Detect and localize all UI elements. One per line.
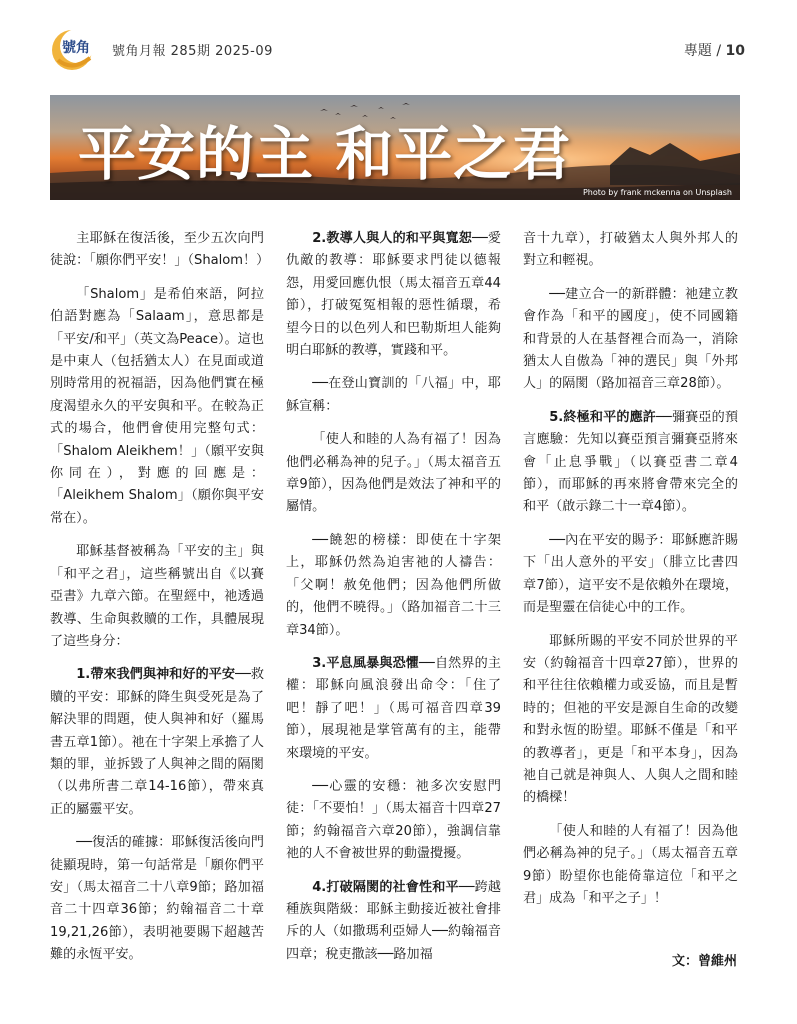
paragraph: 耶穌所賜的平安不同於世界的平安（約翰福音十四章27節），世界的和平往往依賴權力或妥協，而且是暫時的；但祂的平安是源自生命的改變和對永恆的盼望。耶穌不僅是「和平的教導者」，更是「和平本身」，因為祂自己就是神與人、人與人之間和睦的橋樑！ [523, 633, 738, 806]
svg-text:號角: 號角 [62, 40, 90, 56]
page-header [50, 28, 745, 74]
paragraph: ──在登山寶訓的「八福」中，耶穌宣稱： [286, 376, 501, 414]
paragraph: ──心靈的安穩：祂多次安慰門徒：「不要怕！」（馬太福音十四章27節；約翰福音六章20節），強調信靠祂的人不會被世界的動盪攪擾。 [286, 778, 501, 862]
paragraph: 「Shalom」是希伯來語，阿拉伯語對應為「Salaam」，意思都是「平安/和平」（英文為Peace）。這也是中東人（包括猶太人）在見面或道別時常用的祝福語，因為他們實在極度渴望永久的平安與和平。在較為正式的場合，他們會使用完整句式：「Shalom Aleikhem！」（願平安與你同在），對應的回應是：「Aleikhem Shalom」（願你與平安常在）。 [50, 286, 264, 526]
paragraph: 1.帶來我們與神和好的平安──救贖的平安：耶穌的降生與受死是為了解決罪的問題，使人與神和好（羅馬書五章1節）。祂在十字架上承擔了人類的罪，並拆毀了人與神之間的隔閡（以弗所書二章14-16節），帶來真正的屬靈平安。 [50, 667, 264, 817]
paragraph: 主耶穌在復活後，至少五次向門徒說：「願你們平安！」（Shalom！） [50, 231, 270, 269]
page-number [684, 40, 745, 60]
horn-logo-icon [50, 28, 98, 72]
paragraph: ──內在平安的賜予：耶穌應許賜下「出人意外的平安」（腓立比書四章7節），這平安不是依賴外在環境，而是聖靈在信徒心中的工作。 [523, 532, 738, 616]
paragraph: ──復活的確據：耶穌復活後向門徒顯現時，第一句話常是「願你們平安」（馬太福音二十八章9節；路加福音二十四章36節；約翰福音二十章19,21,26節），表明祂要賜下超越苦難的永恆平安。 [50, 835, 264, 963]
paragraph: 2.教導人與人的和平與寬恕──愛仇敵的教導：耶穌要求門徒以德報怨，用愛回應仇恨（馬太福音五章44節），打破冤冤相報的惡性循環，希望今日的以色列人和巴勒斯坦人能夠明白耶穌的教導，實踐和平。 [286, 231, 501, 359]
publication-info: 號角月報 285期 2025-09 [112, 44, 273, 59]
subheading: 4.打破隔閡的社會性和平 [312, 879, 459, 895]
section-label: 專題 [683, 43, 712, 59]
subheading: 1.帶來我們與神和好的平安 [76, 667, 236, 683]
subheading: 2.教導人與人的和平與寬恕 [312, 231, 472, 246]
paragraph: 5.終極和平的應許──彌賽亞的預言應驗：先知以賽亞預言彌賽亞將來會「止息爭戰」（以賽亞書二章4節），而耶穌的再來將會帶來完全的和平（啟示錄二十一章4節）。 [523, 409, 738, 515]
subheading: 3.平息風暴與恐懼 [312, 655, 420, 671]
subheading: 5.終極和平的應許 [549, 409, 657, 425]
title-banner [50, 95, 740, 200]
paragraph: ──建立合一的新群體：祂建立教會作為「和平的國度」，使不同國籍和背景的人在基督裡合而為一，消除猶太人自傲為「神的選民」與「外邦人」的隔閡（路加福音三章28節）。 [523, 286, 738, 392]
paragraph: 音十九章），打破猶太人與外邦人的對立和輕視。 [523, 231, 738, 269]
author-byline: 文：曾維州 [671, 954, 737, 969]
paragraph: 耶穌基督被稱為「平安的主」與「和平之君」，這些稱號出自《以賽亞書》九章六節。在聖經中，祂透過教導、生命與救贖的工作，具體展現了這些身分： [50, 544, 264, 649]
paragraph: 「使人和睦的人有福了！因為他們必稱為神的兒子。」（馬太福音五章9節）盼望你也能倚靠這位「和平之君」成為「和平之子」！ [523, 823, 738, 906]
paragraph: 4.打破隔閡的社會性和平──跨越種族與階級：耶穌主動接近被社會排斥的人（如撒瑪利亞婦人──約翰福音四章；稅吏撒該──路加福 [286, 879, 501, 962]
article-title: 平安的主 和平之君 [78, 120, 572, 188]
paragraph: 「使人和睦的人為有福了！因為他們必稱為神的兒子。」（馬太福音五章9節），因為他們是效法了神和平的屬情。 [286, 432, 501, 515]
photo-credit: Photo by frank mckenna on Unsplash [582, 188, 732, 197]
article-column-2 [286, 228, 501, 977]
paragraph: ──饒恕的榜樣：即使在十字架上，耶穌仍然為迫害祂的人禱告：「父啊！赦免他們；因為他們所做的，他們不曉得。」（路加福音二十三章34節）。 [286, 532, 501, 638]
page-number-value: 10 [725, 43, 745, 59]
separator: / [716, 43, 726, 59]
article-column-1 [50, 228, 270, 978]
article-column-3 [523, 228, 738, 921]
paragraph: 3.平息風暴與恐懼──自然界的主權：耶穌向風浪發出命令：「住了吧！靜了吧！」（馬可福音四章39節），展現祂是掌管萬有的主，能帶來環境的平安。 [286, 655, 501, 761]
